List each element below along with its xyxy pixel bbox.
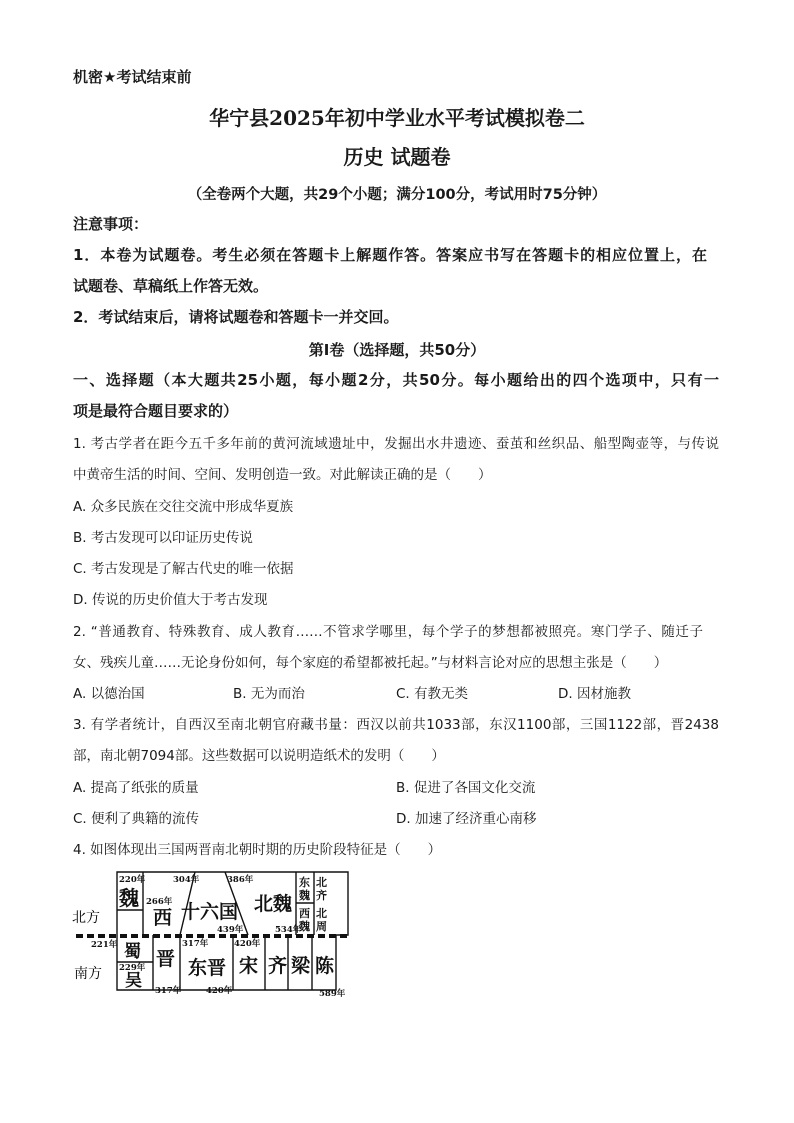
year-420-start: 420年 — [234, 939, 261, 949]
question-1-option-c[interactable]: C. 考古发现是了解古代史的唯一依据 — [73, 561, 294, 577]
question-4-stem: 4. 如图体现出三国两晋南北朝时期的历史阶段特征是（ ） — [73, 842, 442, 858]
regime-beizhou-1: 北 — [316, 907, 327, 920]
question-2-option-d[interactable]: D. 因材施教 — [558, 686, 631, 702]
year-386: 386年 — [227, 875, 254, 885]
north-label: 北方 — [72, 910, 100, 926]
year-534: 534年 — [275, 925, 302, 935]
question-3-option-c[interactable]: C. 便利了典籍的流传 — [73, 811, 200, 827]
regime-wei: 魏 — [119, 886, 139, 910]
regime-song: 宋 — [239, 955, 259, 977]
question-3-stem-cont: 部，南北朝7094部。这些数据可以说明造纸术的发明（ ） — [73, 748, 445, 764]
question-2-stem-cont: 女、残疾儿童……无论身份如何，每个家庭的希望都被托起。”与材料言论对应的思想主张是（ ） — [73, 655, 668, 671]
notice-item-1: 1．本卷为试题卷。考生必须在答题卡上解题作答。答案应书写在答题卡的相应位置上，在 — [73, 246, 707, 264]
section-instructions-cont: 项是最符合题目要求的） — [73, 402, 239, 420]
regime-xiwei-2: 魏 — [299, 920, 310, 933]
question-2-option-b[interactable]: B. 无为而治 — [233, 686, 305, 702]
question-3-stem: 3. 有学者统计，自西汉至南北朝官府藏书量：西汉以前共1033部，东汉1100部，三国1122部，晋2438 — [73, 717, 719, 733]
question-1-option-d[interactable]: D. 传说的历史价值大于考古发现 — [73, 592, 268, 608]
year-266: 266年 — [146, 897, 173, 907]
exam-subtitle: 历史 试题卷 — [343, 145, 451, 169]
question-1-option-a[interactable]: A. 众多民族在交往交流中形成华夏族 — [73, 499, 294, 515]
question-3-option-a[interactable]: A. 提高了纸张的质量 — [73, 780, 199, 796]
notice-heading: 注意事项： — [73, 215, 149, 233]
year-589: 589年 — [319, 989, 346, 999]
regime-dongwei-2: 魏 — [299, 889, 310, 902]
regime-shiliuguo: 十六国 — [181, 901, 239, 923]
south-label: 南方 — [74, 966, 102, 982]
year-221: 221年 — [91, 940, 118, 950]
regime-wu: 吴 — [125, 971, 142, 991]
regime-qi: 齐 — [268, 955, 288, 977]
exam-note: （全卷两个大题，共29个小题；满分100分，考试用时75分钟） — [187, 187, 607, 203]
year-317-west-jin: 317年 — [155, 986, 182, 996]
regime-xi: 西 — [153, 907, 173, 929]
section-instructions: 一、选择题（本大题共25小题，每小题2分，共50分。每小题给出的四个选项中，只有一 — [73, 371, 719, 389]
question-1-option-b[interactable]: B. 考古发现可以印证历史传说 — [73, 530, 253, 546]
regime-beiqi-1: 北 — [316, 876, 327, 889]
regime-beiwei: 北魏 — [254, 893, 293, 915]
question-2-option-a[interactable]: A. 以德治国 — [73, 686, 145, 702]
regime-chen: 陈 — [315, 955, 335, 977]
year-220: 220年 — [119, 875, 146, 885]
part-title: 第Ⅰ卷（选择题，共50分） — [308, 341, 486, 359]
question-3-option-d[interactable]: D. 加速了经济重心南移 — [396, 811, 537, 827]
year-439: 439年 — [217, 925, 244, 935]
year-420-end: 420年 — [206, 986, 233, 996]
notice-item-1-cont: 试题卷、草稿纸上作答无效。 — [73, 277, 269, 295]
exam-title: 华宁县2025年初中学业水平考试模拟卷二 — [209, 106, 585, 130]
question-2-stem: 2. “普通教育、特殊教育、成人教育……不管求学哪里，每个学子的梦想都被照亮。寒门学子、随迁子 — [73, 624, 703, 640]
regime-dongwei-1: 东 — [299, 876, 310, 889]
regime-beizhou-2: 周 — [316, 920, 327, 933]
regime-beiqi-2: 齐 — [316, 889, 327, 902]
regime-liang: 梁 — [291, 955, 311, 977]
year-317-east-jin: 317年 — [182, 939, 209, 949]
regime-shu: 蜀 — [124, 942, 141, 962]
question-1-stem: 1. 考古学者在距今五千多年前的黄河流域遗址中，发掘出水井遗迹、蚕茧和丝织品、船型陶壶等，与传说 — [73, 436, 719, 452]
regime-dongjin: 东晋 — [188, 957, 227, 979]
question-1-stem-cont: 中黄帝生活的时间、空间、发明创造一致。对此解读正确的是（ ） — [73, 467, 492, 483]
year-304: 304年 — [173, 875, 200, 885]
question-3-option-b[interactable]: B. 促进了各国文化交流 — [396, 780, 536, 796]
confidential-mark: 机密★考试结束前 — [73, 68, 192, 86]
regime-jin: 晋 — [156, 948, 176, 970]
regime-xiwei-1: 西 — [299, 907, 310, 920]
year-229: 229年 — [119, 963, 146, 973]
question-2-option-c[interactable]: C. 有教无类 — [396, 686, 469, 702]
notice-item-2: 2．考试结束后，请将试题卷和答题卡一并交回。 — [73, 308, 399, 326]
